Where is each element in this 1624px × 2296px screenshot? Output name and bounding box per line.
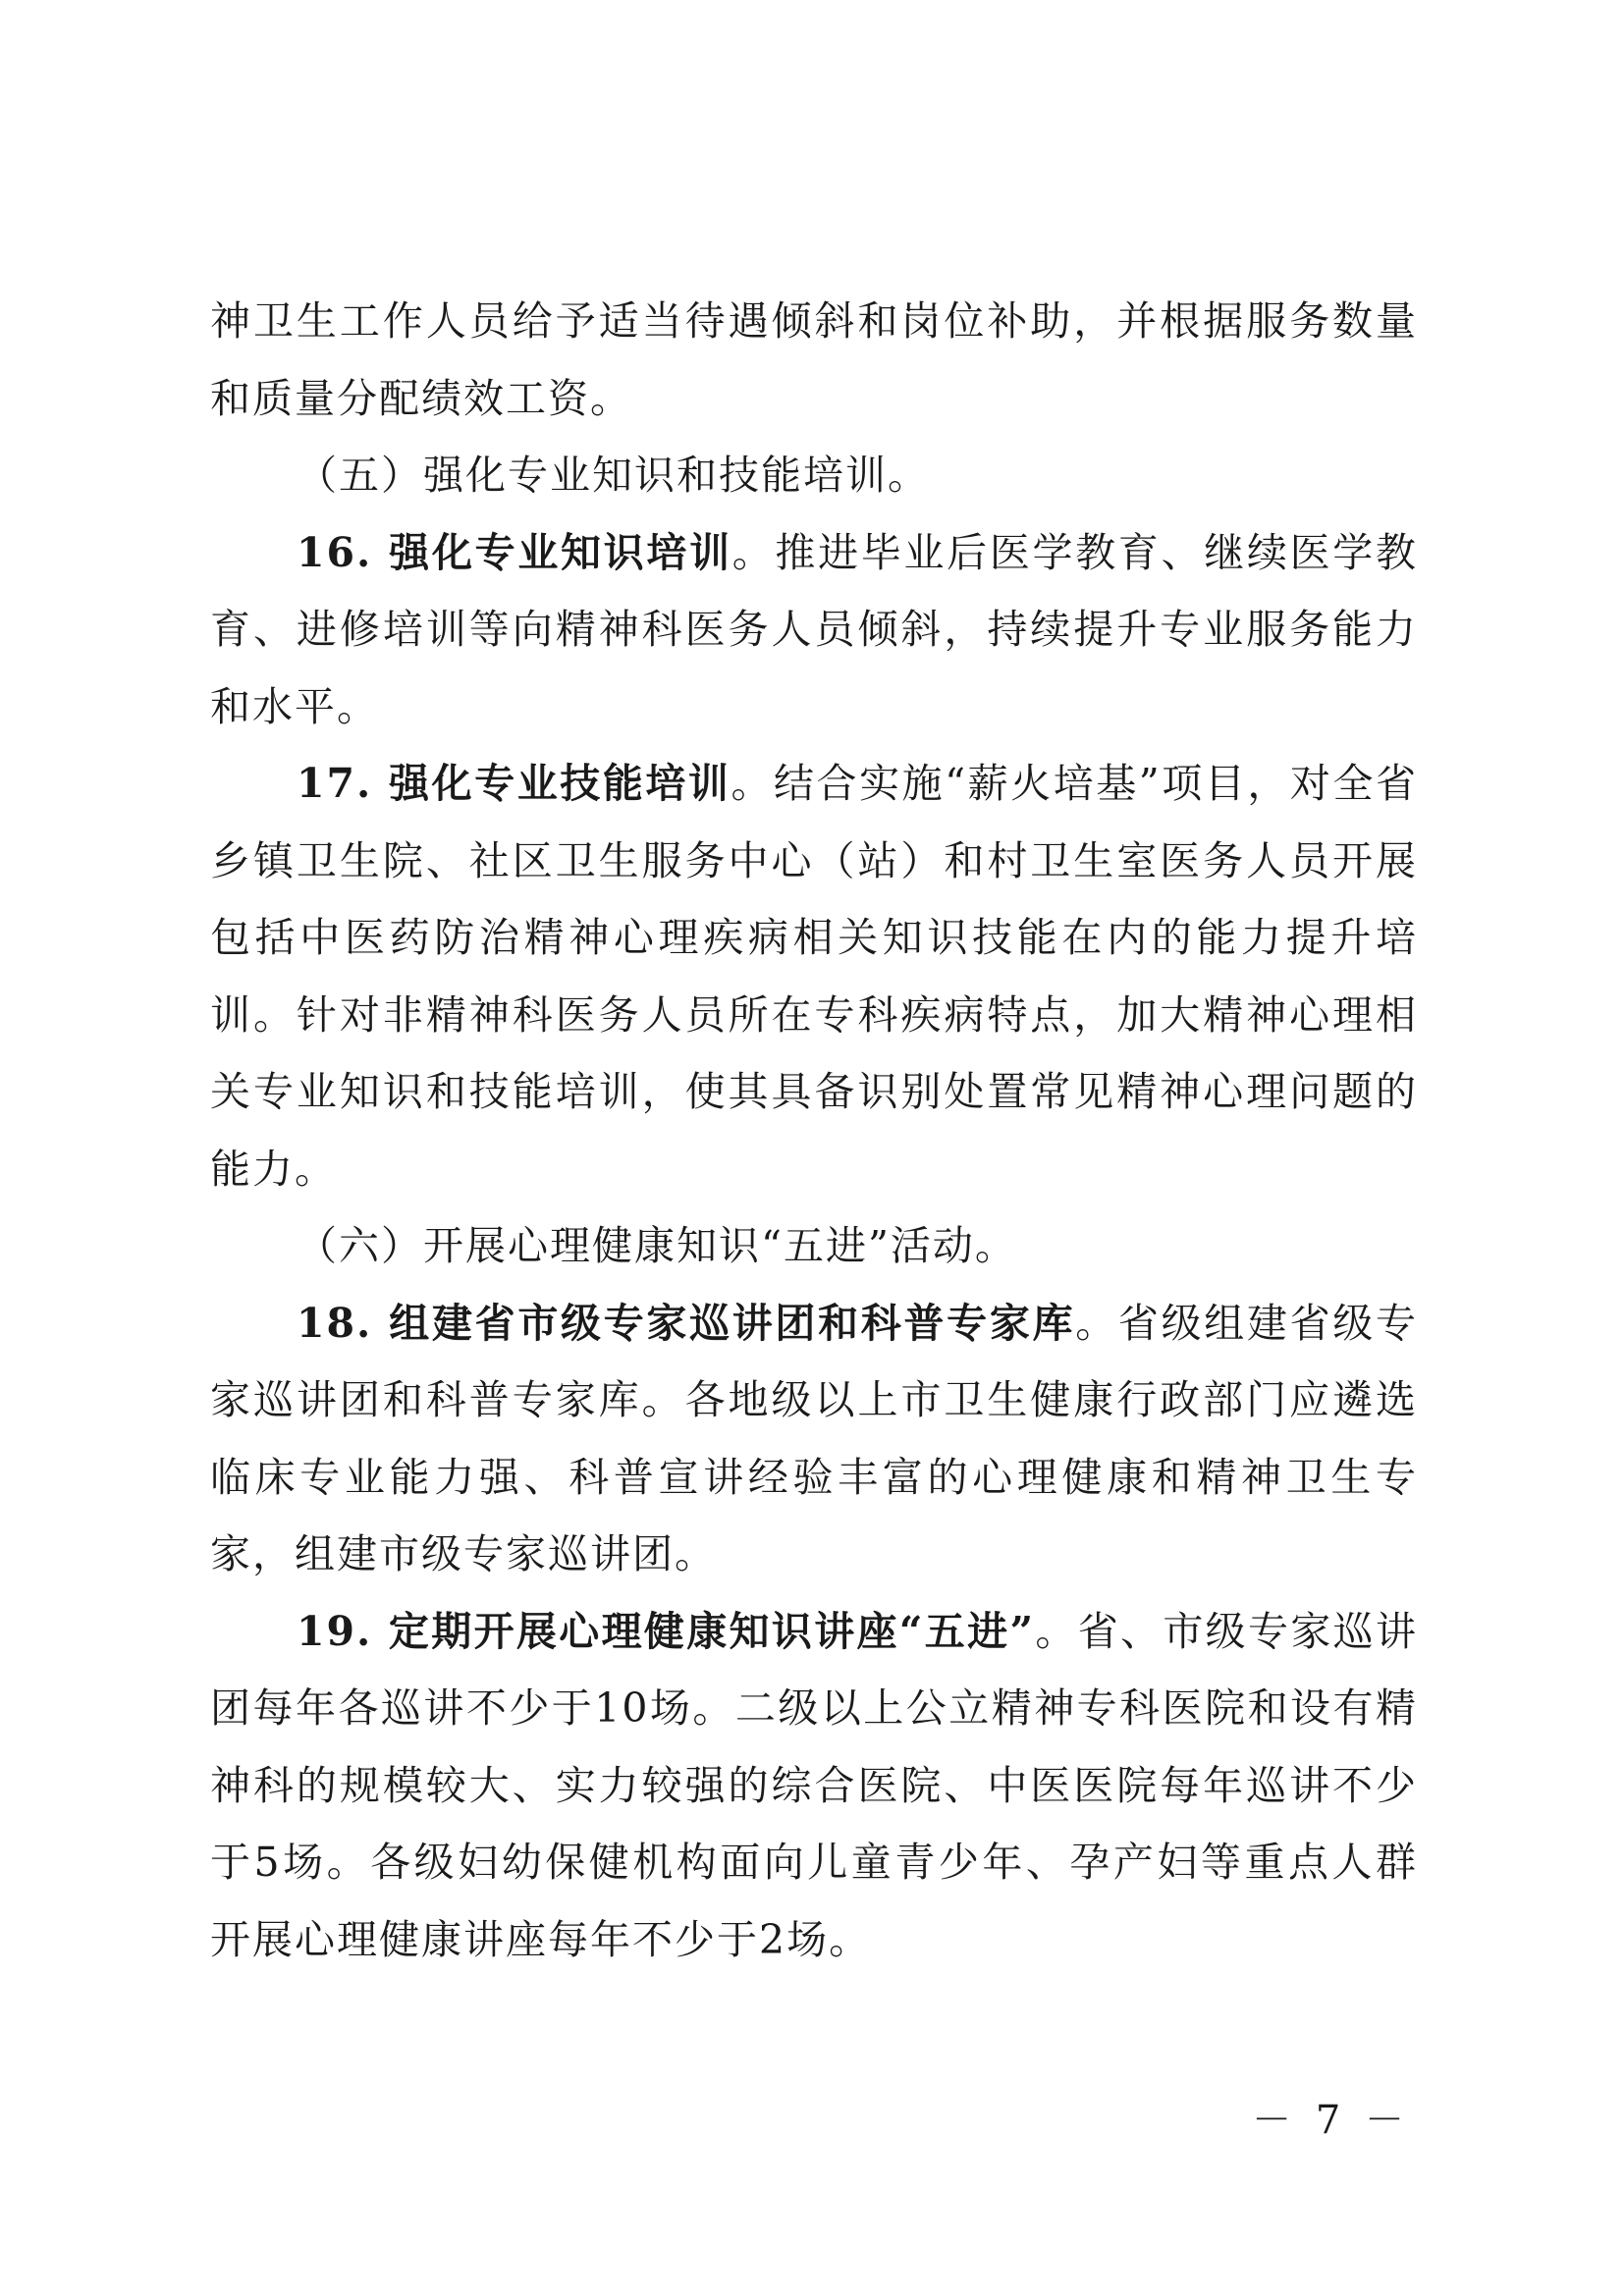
paragraph-continuation (210, 283, 1418, 437)
item-16-text: 。推进毕业后医学教育、继续医学教育、进修培训等向精神科医务人员倾斜，持续提升专业服务能力和水平。 (210, 528, 1418, 730)
item-17-paragraph (210, 745, 1418, 1207)
item-18-paragraph (210, 1285, 1418, 1593)
paragraph-text: 神卫生工作人员给予适当待遇倾斜和岗位补助，并根据服务数量和质量分配绩效工资。 (210, 297, 1418, 422)
document-body (210, 283, 1418, 1978)
item-18-text: 。省级组建省级专家巡讲团和科普专家库。各地级以上市卫生健康行政部门应遴选临床专业能力强、科普宣讲经验丰富的心理健康和精神卫生专家，组建市级专家巡讲团。 (210, 1299, 1418, 1577)
item-16-paragraph (210, 514, 1418, 746)
page-number: － 7 － (1252, 2098, 1410, 2143)
item-18-title: 18. 组建省市级专家巡讲团和科普专家库 (297, 1299, 1076, 1347)
item-17-text: 。结合实施“薪火培基”项目，对全省乡镇卫生院、社区卫生服务中心（站）和村卫生室医务人员开展包括中医药防治精神心理疾病相关知识技能在内的能力提升培训。针对非精神科医务人员所在专科疾病特点，加大精神心理相关专业知识和技能培训，使其具备识别处置常见精神心理问题的能力。 (210, 760, 1418, 1193)
section-heading-5 (210, 437, 1418, 514)
section-heading-text: （六）开展心理健康知识“五进”活动。 (297, 1222, 1017, 1269)
item-19-paragraph (210, 1593, 1418, 1979)
item-19-text: 。省、市级专家巡讲团每年各巡讲不少于10场。二级以上公立精神专科医院和设有精神科的规模较大、实力较强的综合医院、中医医院每年巡讲不少于5场。各级妇幼保健机构面向儿童青少年、孕产妇等重点人群开展心理健康讲座每年不少于2场。 (210, 1607, 1418, 1963)
item-19-title: 19. 定期开展心理健康知识讲座“五进” (297, 1607, 1036, 1655)
item-17-title: 17. 强化专业技能培训 (297, 760, 731, 807)
item-16-title: 16. 强化专业知识培训 (297, 528, 732, 576)
section-heading-text: （五）强化专业知识和技能培训。 (297, 452, 930, 499)
section-heading-6 (210, 1207, 1418, 1285)
